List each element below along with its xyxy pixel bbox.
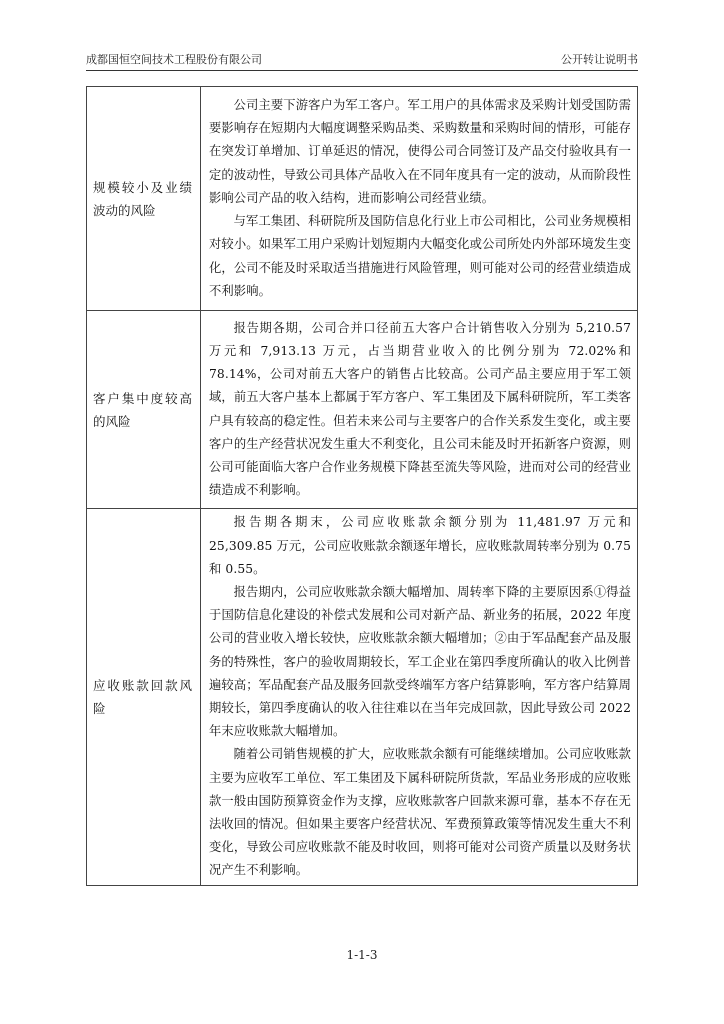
risk-table <box>86 86 638 886</box>
risk-paragraph: 报告期各期，公司合并口径前五大客户合计销售收入分别为 5,210.57 万元和 7,913.13 万元，占当期营业收入的比例分别为 72.02%和 78.14%，公司对前五大客户的销售占比较高。公司产品主要应用于军工领域，前五大客户基本上都属于军方客户、军工集团及下属科研院所，军工类客户具有较高的稳定性。但若未来公司与主要客户的合作关系发生变化，或主要客户的生产经营状况发生重大不利变化，且公司未能及时开拓新客户资源，则公司可能面临大客户合作业务规模下降甚至流失等风险，进而对公司的经营业绩造成不利影响。 <box>209 320 631 498</box>
company-name: 成都国恒空间技术工程股份有限公司 <box>86 53 262 66</box>
risk-name-cell <box>87 509 201 886</box>
risk-paragraph: 随着公司销售规模的扩大，应收账款余额有可能继续增加。公司应收账款主要为应收军工单位、军工集团及下属科研院所货款，军品业务形成的应收账款一般由国防预算资金作为支撑，应收账款客户回款来源可靠，基本不存在无法收回的情况。但如果主要客户经营状况、军费预算政策等情况发生重大不利变化，导致公司应收账款不能及时收回，则将可能对公司资产质量以及财务状况产生不利影响。 <box>209 747 631 878</box>
risk-paragraph: 公司主要下游客户为军工客户。军工用户的具体需求及采购计划受国防需要影响存在短期内大幅度调整采购品类、采购数量和采购时间的情形，可能存在突发订单增加、订单延迟的情况，使得公司合同签订及产品交付验收具有一定的波动性，导致公司具体产品收入在不同年度具有一定的波动，从而阶段性影响公司产品的收入结构，进而影响公司经营业绩。 <box>209 98 631 205</box>
risk-name: 规模较小及业绩波动的风险 <box>93 179 192 218</box>
page-header <box>86 52 638 68</box>
risk-description-cell <box>201 509 638 886</box>
risk-name: 客户集中度较高的风险 <box>93 390 192 429</box>
document-title: 公开转让说明书 <box>561 53 638 66</box>
risk-paragraph: 与军工集团、科研院所及国防信息化行业上市公司相比，公司业务规模相对较小。如果军工用户采购计划短期内大幅变化或公司所处内外部环境发生变化，公司不能及时采取适当措施进行风险管理，则可能对公司的经营业绩造成不利影响。 <box>209 214 631 298</box>
risk-description-cell <box>201 87 638 311</box>
risk-name-cell <box>87 311 201 509</box>
table-row <box>87 87 638 311</box>
page-number: 1-1-3 <box>346 948 378 962</box>
header-divider <box>86 70 638 71</box>
risk-paragraph: 报告期各期末，公司应收账款余额分别为 11,481.97 万元和 25,309.85 万元，公司应收账款余额逐年增长，应收账款周转率分别为 0.75 和 0.55。 <box>209 515 631 576</box>
risk-name: 应收账款回款风险 <box>93 678 192 716</box>
table-row <box>87 509 638 886</box>
table-row <box>87 311 638 509</box>
risk-name-cell <box>87 87 201 311</box>
risk-description-cell <box>201 311 638 509</box>
risk-paragraph: 报告期内，公司应收账款余额大幅增加、周转率下降的主要原因系①得益于国防信息化建设的补偿式发展和公司对新产品、新业务的拓展，2022 年度公司的营业收入增长较快，应收账款余额大幅增加；②由于军品配套产品及服务的特殊性，客户的验收周期较长，军工企业在第四季度所确认的收入比例普遍较高；军品配套产品及服务回款受终端军方客户结算影响，军方客户结算周期较长，第四季度确认的收入往往难以在当年完成回款，因此导致公司 2022 年末应收账款大幅增加。 <box>209 584 631 739</box>
